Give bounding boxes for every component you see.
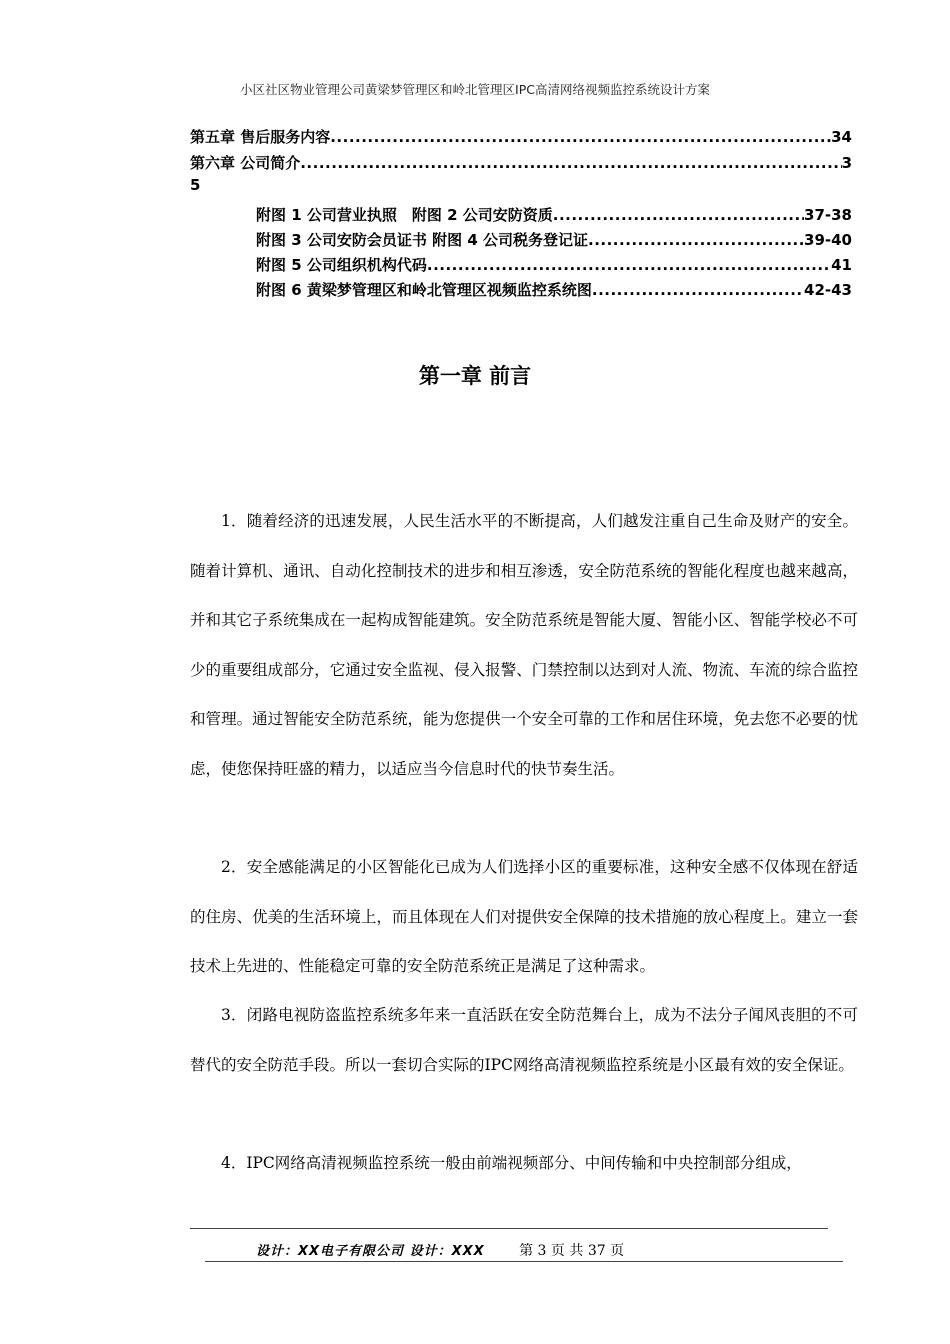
toc-page-continued: 5 <box>190 176 201 194</box>
toc-label: 第六章 公司简介 <box>190 154 301 172</box>
toc-leader <box>588 231 804 249</box>
paragraph-4: 4．IPC网络高清视频监控系统一般由前端视频部分、中间传输和中央控制部分组成， <box>221 1154 802 1172</box>
page-footer <box>256 1240 624 1260</box>
toc-page: 34 <box>831 128 852 146</box>
toc-entry-appendix-1-2[interactable] <box>256 204 852 229</box>
toc <box>190 126 852 304</box>
toc-entry-chapter-5[interactable] <box>190 126 852 152</box>
toc-entry-appendix-6[interactable] <box>256 279 852 304</box>
toc-page: 42-43 <box>804 281 852 299</box>
footer-page-info: 第 3 页 共 37 页 <box>519 1243 625 1259</box>
footer-designer: 设计：XX电子有限公司 设计：XXX <box>256 1244 485 1259</box>
toc-label: 附图 3 公司安防会员证书 附图 4 公司税务登记证 <box>256 231 588 249</box>
toc-label: 附图 1 公司营业执照 附图 2 公司安防资质 <box>256 206 553 224</box>
footer-underline <box>205 1261 843 1262</box>
toc-page: 39-40 <box>804 231 852 249</box>
toc-page: 41 <box>831 256 852 274</box>
toc-leader <box>553 206 804 224</box>
toc-label: 附图 5 公司组织机构代码 <box>256 256 427 274</box>
toc-page: 3 <box>841 154 852 172</box>
toc-leader <box>592 281 804 299</box>
toc-label: 附图 6 黄梁梦管理区和岭北管理区视频监控系统图 <box>256 281 592 299</box>
footer-divider <box>190 1228 828 1229</box>
toc-entry-appendix-3-4[interactable] <box>256 229 852 254</box>
toc-entry-chapter-6[interactable] <box>190 152 852 176</box>
paragraph-1: 1．随着经济的迅速发展，人民生活水平的不断提高，人们越发注重自己生命及财产的安全。随着计算机、通讯、自动化控制技术的进步和相互渗透，安全防范系统的智能化程度也越来越高，并和其它子系统集成在一起构成智能建筑。安全防范系统是智能大厦、智能小区、智能学校必不可少的重要组成部分，它通过安全监视、侵入报警、门禁控制以达到对人流、物流、车流的综合监控和管理。通过智能安全防范系统，能为您提供一个安全可靠的工作和居住环境，免去您不必要的忧虑，使您保持旺盛的精力，以适应当今信息时代的快节奏生活。 <box>190 512 858 778</box>
toc-leader <box>330 128 831 146</box>
paragraph-3: 3．闭路电视防盗监控系统多年来一直活跃在安全防范舞台上，成为不法分子闻风丧胆的不可替代的安全防范手段。所以一套切合实际的IPC网络高清视频监控系统是小区最有效的安全保证。 <box>190 1006 858 1074</box>
toc-entry-appendix-5[interactable] <box>256 254 852 279</box>
toc-page-wrap <box>190 176 852 204</box>
chapter-title: 第一章 前言 <box>418 364 532 388</box>
toc-page: 37-38 <box>804 206 852 224</box>
toc-leader <box>427 256 831 274</box>
paragraph-2: 2．安全感能满足的小区智能化已成为人们选择小区的重要标准，这种安全感不仅体现在舒适的住房、优美的生活环境上，而且体现在人们对提供安全保障的技术措施的放心程度上。建立一套技术上先进的、性能稳定可靠的安全防范系统正是满足了这种需求。 <box>190 858 858 975</box>
toc-leader <box>300 154 841 172</box>
toc-label: 第五章 售后服务内容 <box>190 128 331 146</box>
running-header: 小区社区物业管理公司黄梁梦管理区和岭北管理区IPC高清网络视频监控系统设计方案 <box>240 82 710 97</box>
